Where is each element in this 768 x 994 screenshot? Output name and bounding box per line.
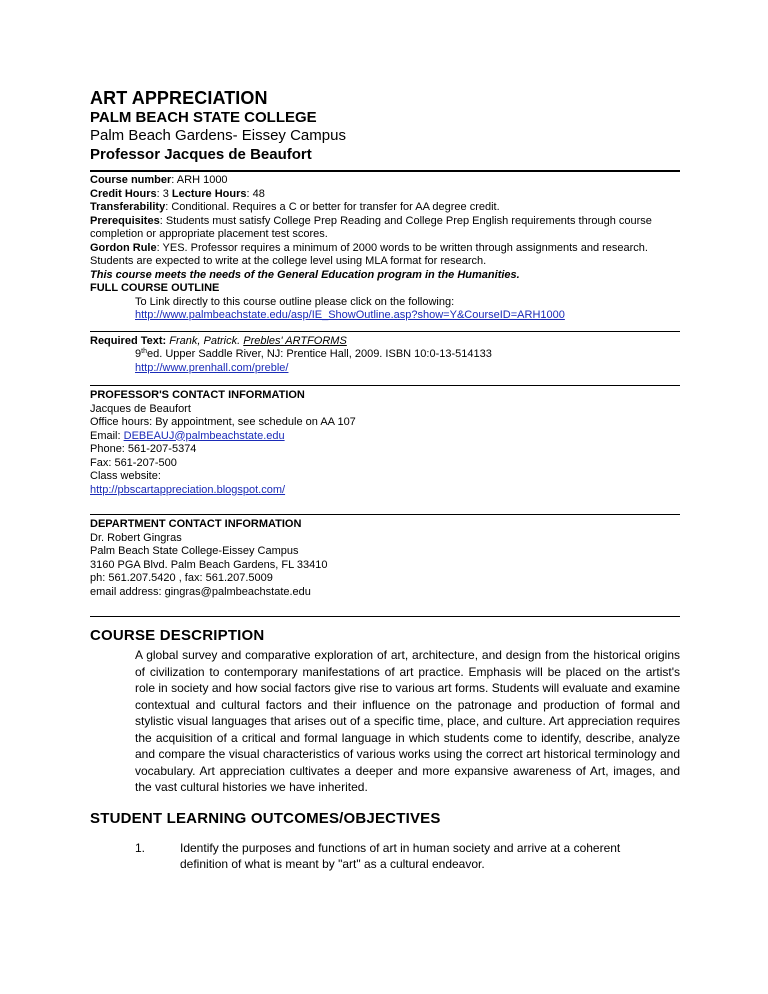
class-website-label: Class website: bbox=[90, 470, 161, 482]
gen-ed-note: This course meets the needs of the General Education program in the Humanities. bbox=[90, 268, 520, 281]
department-contact-heading: DEPARTMENT CONTACT INFORMATION bbox=[90, 518, 302, 530]
divider bbox=[90, 514, 680, 515]
course-description-heading: COURSE DESCRIPTION bbox=[90, 627, 265, 644]
gordon-rule-line: Gordon Rule: YES. Professor requires a minimum of 2000 words to be written through assignments and research. Students are expected to write at the college level using MLA format for research. bbox=[90, 241, 648, 267]
professor-email-link[interactable]: DEBEAUJ@palmbeachstate.edu bbox=[123, 429, 285, 442]
class-website-link[interactable]: http://pbscartappreciation.blogspot.com/ bbox=[90, 483, 286, 496]
professor-fax: Fax: 561-207-500 bbox=[90, 456, 177, 469]
professor-phone: Phone: 561-207-5374 bbox=[90, 443, 197, 455]
page-header bbox=[90, 88, 680, 164]
syllabus-page bbox=[90, 88, 680, 872]
list-item bbox=[90, 840, 680, 872]
department-campus: Palm Beach State College-Eissey Campus bbox=[90, 545, 299, 557]
divider bbox=[90, 385, 680, 386]
course-number-line: Course number: ARH 1000 bbox=[90, 174, 228, 186]
prerequisites-line: Prerequisites: Students must satisfy College Prep Reading and College Prep English requirements through course completion or appropriate placement test scores. bbox=[90, 214, 652, 240]
department-contact-name: Dr. Robert Gingras bbox=[90, 531, 182, 544]
department-contact bbox=[90, 518, 680, 599]
book-title: Prebles' ARTFORMS bbox=[243, 334, 347, 347]
learning-outcomes-heading: STUDENT LEARNING OUTCOMES/OBJECTIVES bbox=[90, 809, 441, 827]
publisher-link[interactable]: http://www.prenhall.com/preble/ bbox=[135, 361, 289, 374]
campus-name: Palm Beach Gardens- Eissey Campus bbox=[90, 127, 346, 144]
course-outline-link[interactable]: http://www.palmbeachstate.edu/asp/IE_ShowOutline.asp?show=Y&CourseID=ARH1000 bbox=[135, 309, 565, 321]
office-hours: Office hours: By appointment, see schedule on AA 107 bbox=[90, 416, 356, 428]
professor-contact-heading: PROFESSOR'S CONTACT INFORMATION bbox=[90, 389, 305, 401]
professor-contact-name: Jacques de Beaufort bbox=[90, 402, 191, 415]
outline-heading: FULL COURSE OUTLINE bbox=[90, 282, 220, 294]
credit-hours-line: Credit Hours: 3 Lecture Hours: 48 bbox=[90, 187, 265, 200]
transferability-line: Transferability: Conditional. Requires a C or better for transfer for AA degree credit. bbox=[90, 201, 500, 213]
professor-name: Professor Jacques de Beaufort bbox=[90, 146, 312, 163]
course-info bbox=[90, 174, 680, 323]
required-text: Required Text: Frank, Patrick. Prebles' ARTFORMS 9thed. Upper Saddle River, NJ: Prentice Hall, 2009. ISBN 10:0-13-514133 http://www.prenhall.com/preble/ bbox=[90, 335, 680, 376]
learning-outcomes bbox=[90, 810, 680, 872]
professor-contact: PROFESSOR'S CONTACT INFORMATION Jacques de Beaufort Office hours: By appointment, see schedule on AA 107 Email: DEBEAUJ@palmbeachstate.edu Phone: 561-207-5374 Fax: 561-207-500 Class website: http://pbscartappreciation.blogspot.com/ bbox=[90, 389, 680, 497]
outcome-text: Identify the purposes and functions of art in human society and arrive at a coherent definition of what is meant by "art" as a cultural endeavor. bbox=[180, 840, 621, 871]
outline-instruction: To Link directly to this course outline please click on the following: bbox=[135, 295, 455, 308]
outcome-number: 1. bbox=[135, 840, 146, 855]
course-description bbox=[90, 627, 680, 796]
book-edition: 9thed. Upper Saddle River, NJ: Prentice Hall, 2009. ISBN 10:0-13-514133 bbox=[135, 348, 492, 360]
department-email: email address: gingras@palmbeachstate.edu bbox=[90, 585, 311, 598]
divider bbox=[90, 616, 680, 617]
header-divider bbox=[90, 170, 680, 172]
college-name: PALM BEACH STATE COLLEGE bbox=[90, 109, 317, 126]
divider bbox=[90, 331, 680, 332]
course-title: ART APPRECIATION bbox=[90, 88, 268, 108]
course-description-text: A global survey and comparative exploration of art, architecture, and design from the historical origins of civilization to contemporary manifestations of art practice. Emphasis will be placed on the artist's role in society and how social factors give rise to various art forms. Students will evaluate and examine contextual and cultural factors and their influence on the patronage and production of formal and stylistic visual languages that arises out of a specific time, place, and culture. Art appreciation requires the acquisition of a critical and formal language in which students come to identify, describe, analyze and compare the visual characteristics of various works using the correct art historical terminology and vocabulary. Art appreciation cultivates a deeper and more expansive awareness of Art, images, and the vast cultural histories we have inherited. bbox=[135, 648, 680, 794]
department-address: 3160 PGA Blvd. Palm Beach Gardens, FL 33410 bbox=[90, 558, 328, 571]
department-phone-fax: ph: 561.207.5420 , fax: 561.207.5009 bbox=[90, 572, 273, 584]
required-text-label: Required Text: bbox=[90, 334, 167, 347]
